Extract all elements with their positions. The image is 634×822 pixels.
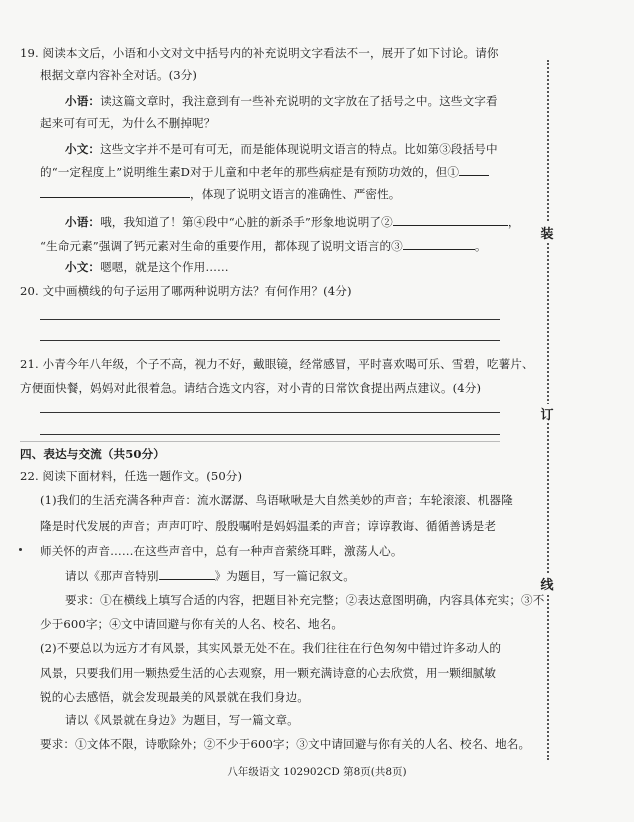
q19-xiaowen-2: 小文：嗯嗯，就是这个作用…… [65,260,229,274]
binding-label-ding: 订 [533,404,561,423]
q22-option1-line2: 隆是时代发展的声音；声声叮咛、殷殷嘱咐是妈妈温柔的声音；谆谆教诲、循循善诱是老 [40,519,497,533]
q22-option2-line2: 风景，只要我们用一颗热爱生活的心去观察，用一颗充满诗意的心去欣赏，用一颗细腻敏 [40,666,497,680]
q22-option2-line1: (2)不要总以为远方才有风景，其实风景无处不在。我们往往在行色匆匆中错过许多动人的 [40,641,502,655]
answer-blank-2[interactable] [393,213,508,226]
q19-xiaoyu-1-cont: 起来可有可无，为什么不删掉呢？ [40,116,216,130]
q21-answer-line-1[interactable] [40,412,500,413]
q22-option1-line3: 师关怀的声音……在这些声音中，总有一种声音萦绕耳畔，激荡人心。 [40,544,403,558]
q22-option2-topic: 请以《风景就在身边》为题目，写一篇文章。 [65,713,299,727]
q21-prompt-line1: 21. 小青今年八年级，个子不高，视力不好，戴眼镜，经常感冒，平时喜欢喝可乐、雪碧，吃薯片、 [20,357,534,371]
q20-answer-line-1[interactable] [40,319,500,320]
q21-prompt-line2: 方便面快餐，妈妈对此很着急。请结合选文内容，对小青的日常饮食提出两点建议。(4分) [20,381,482,395]
q19-xiaowen-1: 小文：这些文字并不是可有可无，而是能体现说明文语言的特点。比如第③段括号中 [65,142,498,156]
q22-option1-topic: 请以《那声音特别 》为题目，写一篇记叙文。 [65,569,355,583]
binding-label-xian: 线 [533,574,561,593]
q19-xiaoyu-2: 小语：哦，我知道了！第④段中“心脏的新杀手”形象地说明了② ， [65,215,520,229]
q22-option1-req-line1: 要求：①在横线上填写合适的内容，把题目补充完整；②表达意图明确，内容具体充实；③不 [65,593,545,607]
speaker-xiaoyu: 小语： [65,94,101,108]
q20-answer-line-2[interactable] [40,340,500,341]
q19-xiaoyu-2-cont: “生命元素”强调了钙元素对生命的重要作用，都体现了说明文语言的③ 。 [40,239,487,253]
speaker-xiaowen-2: 小文： [65,260,101,274]
q20-prompt: 20. 文中画横线的句子运用了哪两种说明方法？有何作用？(4分) [20,284,352,298]
speaker-xiaoyu-2: 小语： [65,215,101,229]
stray-mark [19,548,22,551]
q22-option1-line1: (1)我们的生活充满各种声音：流水潺潺、鸟语啾啾是大自然美妙的声音；车轮滚滚、机器隆 [40,493,513,507]
speaker-xiaowen: 小文： [65,142,101,156]
section-divider [20,441,500,442]
section-4-title: 四、表达与交流（共50分） [20,447,165,461]
answer-blank-1[interactable] [459,163,489,176]
q21-answer-line-2[interactable] [40,434,500,435]
q22-option1-req-line2: 少于600字；④文中请回避与你有关的人名、校名、地名。 [40,617,344,631]
q19-prompt-line2: 根据文章内容补全对话。(3分) [40,68,198,82]
q19-prompt-line1: 19. 阅读本文后，小语和小文对文中括号内的补充说明文字看法不一，展开了如下讨论。请你 [20,46,499,60]
q22-title: 22. 阅读下面材料，任选一题作文。(50分) [20,469,243,483]
page-footer: 八年级语文 102902CD 第8页(共8页) [227,766,407,778]
q19-xiaowen-1-cont: 的“一定程度上”说明维生素D对于儿童和中老年的那些病症是有预防功效的，但① [40,163,489,180]
q22-option2-req: 要求：①文体不限，诗歌除外；②不少于600字；③文中请回避与你有关的人名、校名、地名。 [40,737,531,751]
answer-blank-3[interactable] [403,237,475,250]
q19-xiaowen-1-cont2: ，体现了说明文语言的准确性、严密性。 [40,185,401,202]
q19-xiaoyu-1: 小语：读这篇文章时，我注意到有一些补充说明的文字放在了括号之中。这些文字看 [65,94,498,108]
binding-label-zhuang: 装 [533,223,561,242]
q22-option2-line3: 锐的心去感悟，就会发现最美的风景就在我们身边。 [40,690,309,704]
answer-blank-1-cont[interactable] [40,185,190,198]
essay-title-blank[interactable] [159,567,215,580]
